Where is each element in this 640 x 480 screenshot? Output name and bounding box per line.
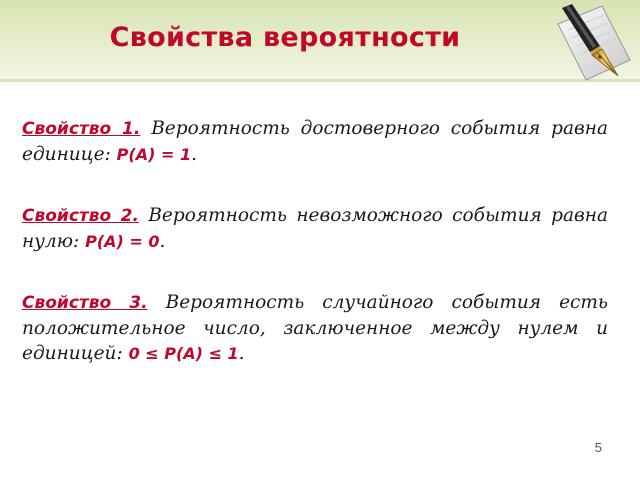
property-3-formula: 0 ≤ P(A) ≤ 1	[128, 344, 239, 363]
property-3-end: .	[238, 343, 245, 364]
property-2	[22, 203, 608, 254]
property-1-label: Свойство 1.	[22, 119, 141, 139]
property-1	[22, 116, 608, 167]
property-3-label: Свойство 3.	[22, 293, 148, 313]
page-number: 5	[594, 440, 602, 455]
property-1-end: .	[191, 144, 197, 165]
property-2-end: .	[159, 231, 166, 252]
property-2-text: Вероятность невозможного события равна нулю:	[22, 205, 608, 252]
property-1-formula: P(A) = 1	[116, 145, 192, 164]
property-3-text: Вероятность случайного события есть положительное число, заключенное между нулем и единицей:	[22, 292, 609, 364]
property-2-formula: P(A) = 0	[85, 232, 160, 251]
property-3	[22, 290, 608, 366]
slide-title: Свойства вероятности	[109, 22, 461, 53]
header-divider	[0, 79, 640, 82]
property-1-text: Вероятность достоверного события равна единице:	[22, 118, 608, 165]
property-2-label: Свойство 2.	[22, 206, 139, 226]
fountain-pen-icon	[552, 2, 636, 84]
